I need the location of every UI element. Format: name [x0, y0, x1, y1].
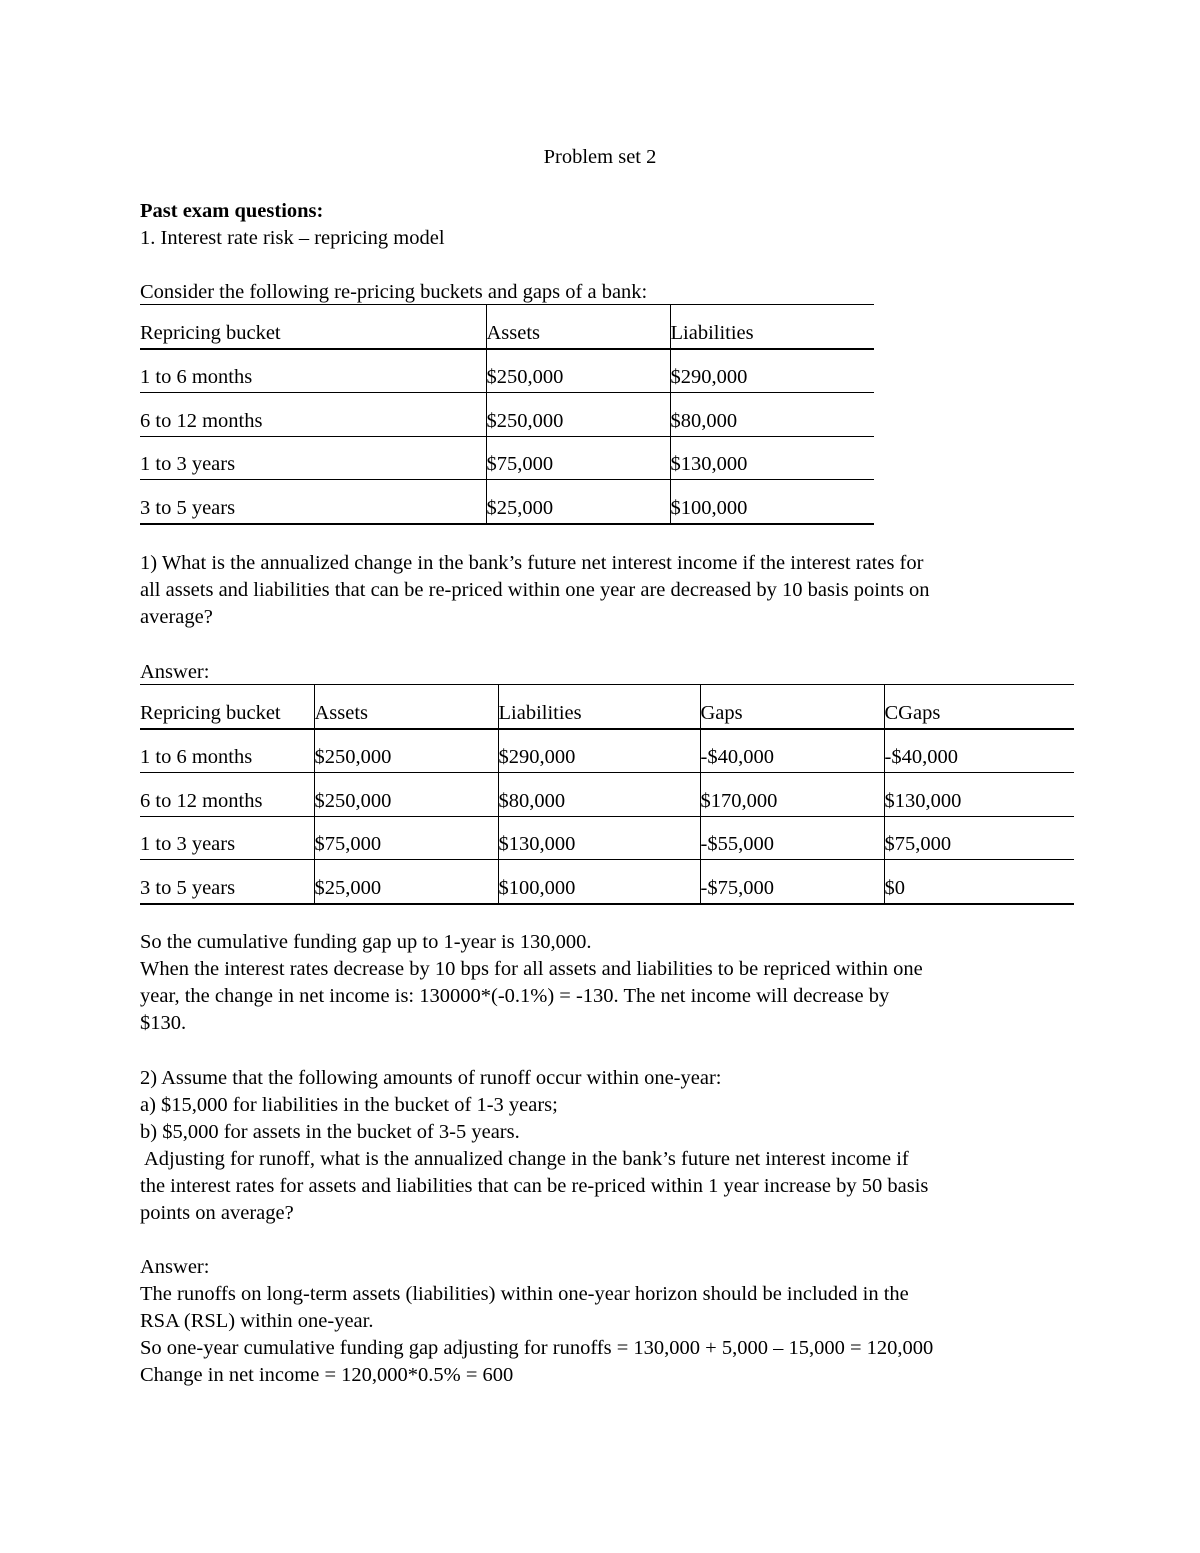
table-cell: $250,000	[486, 393, 670, 437]
table-header-row	[140, 305, 874, 349]
table-row	[140, 773, 1074, 817]
table-cell: $250,000	[486, 349, 670, 393]
question-2-line: points on average?	[140, 1202, 294, 1224]
question-2-line: a) $15,000 for liabilities in the bucket of 1-3 years;	[140, 1094, 558, 1116]
question-1-line: 1) What is the annualized change in the bank’s future net interest income if the interest rates for	[140, 552, 924, 574]
table-cell: $290,000	[498, 729, 700, 773]
table-cell: 6 to 12 months	[140, 393, 486, 437]
table-cell: $130,000	[670, 436, 874, 480]
repricing-table	[140, 304, 874, 525]
header-cell: Assets	[314, 685, 498, 729]
answer-1-line: When the interest rates decrease by 10 bps for all assets and liabilities to be repriced within one	[140, 958, 923, 980]
table-cell: -$75,000	[700, 860, 884, 904]
table-cell: $290,000	[670, 349, 874, 393]
header-cell: Repricing bucket	[140, 685, 314, 729]
question-1-line: all assets and liabilities that can be re-priced within one year are decreased by 10 basis points on	[140, 579, 930, 601]
table-cell: $80,000	[498, 773, 700, 817]
table-row	[140, 816, 1074, 860]
answer-2-line: So one-year cumulative funding gap adjusting for runoffs = 130,000 + 5,000 – 15,000 = 120,000	[140, 1337, 934, 1359]
table-cell: $130,000	[498, 816, 700, 860]
question-2-line: 2) Assume that the following amounts of runoff occur within one-year:	[140, 1067, 722, 1089]
answer-2-label: Answer:	[140, 1256, 210, 1278]
table-cell: $75,000	[884, 816, 1074, 860]
page-title: Problem set 2	[543, 146, 657, 168]
header-cell: Liabilities	[498, 685, 700, 729]
table-row	[140, 436, 874, 480]
question-1-line: average?	[140, 606, 213, 628]
table-cell: -$55,000	[700, 816, 884, 860]
table-cell: 1 to 6 months	[140, 349, 486, 393]
table-cell: $170,000	[700, 773, 884, 817]
answer-1-line: So the cumulative funding gap up to 1-year is 130,000.	[140, 931, 592, 953]
question-2-line: the interest rates for assets and liabilities that can be re-priced within 1 year increase by 50 basis	[140, 1175, 929, 1197]
table-cell: $75,000	[486, 436, 670, 480]
table-cell: 6 to 12 months	[140, 773, 314, 817]
table-cell: 1 to 6 months	[140, 729, 314, 773]
table-row	[140, 860, 1074, 904]
table-header-row	[140, 685, 1074, 729]
table-cell: 1 to 3 years	[140, 816, 314, 860]
table-cell: 1 to 3 years	[140, 436, 486, 480]
answer-2-line: Change in net income = 120,000*0.5% = 600	[140, 1364, 514, 1386]
table-cell: $75,000	[314, 816, 498, 860]
table-cell: 3 to 5 years	[140, 860, 314, 904]
header-cell: Repricing bucket	[140, 305, 486, 349]
question-2-line: b) $5,000 for assets in the bucket of 3-5 years.	[140, 1121, 520, 1143]
answer-1-line: year, the change in net income is: 130000*(-0.1%) = -130. The net income will decrease by	[140, 985, 890, 1007]
table-row	[140, 349, 874, 393]
table-cell: $80,000	[670, 393, 874, 437]
header-cell: Assets	[486, 305, 670, 349]
table-cell: $25,000	[486, 480, 670, 524]
answer-1-label: Answer:	[140, 661, 210, 683]
table-cell: 3 to 5 years	[140, 480, 486, 524]
table-row	[140, 393, 874, 437]
answer-2-line: RSA (RSL) within one-year.	[140, 1310, 374, 1332]
table-cell: $25,000	[314, 860, 498, 904]
table-cell: $100,000	[498, 860, 700, 904]
answer-1-line: $130.	[140, 1012, 187, 1034]
table-row	[140, 729, 1074, 773]
table-row	[140, 480, 874, 524]
table-cell: $250,000	[314, 773, 498, 817]
section-heading: Past exam questions:	[140, 200, 324, 222]
gaps-table	[140, 684, 1074, 905]
answer-2-line: The runoffs on long-term assets (liabilities) within one-year horizon should be included in the	[140, 1283, 909, 1305]
table-cell: -$40,000	[700, 729, 884, 773]
table-cell: $130,000	[884, 773, 1074, 817]
header-cell: Liabilities	[670, 305, 874, 349]
header-cell: CGaps	[884, 685, 1074, 729]
question-heading: 1. Interest rate risk – repricing model	[140, 227, 445, 249]
question-2-line: Adjusting for runoff, what is the annualized change in the bank’s future net interest income if	[140, 1148, 909, 1170]
table-cell: $100,000	[670, 480, 874, 524]
table-cell: $0	[884, 860, 1074, 904]
table-cell: -$40,000	[884, 729, 1074, 773]
intro-text: Consider the following re-pricing buckets and gaps of a bank:	[140, 281, 648, 303]
table-cell: $250,000	[314, 729, 498, 773]
header-cell: Gaps	[700, 685, 884, 729]
